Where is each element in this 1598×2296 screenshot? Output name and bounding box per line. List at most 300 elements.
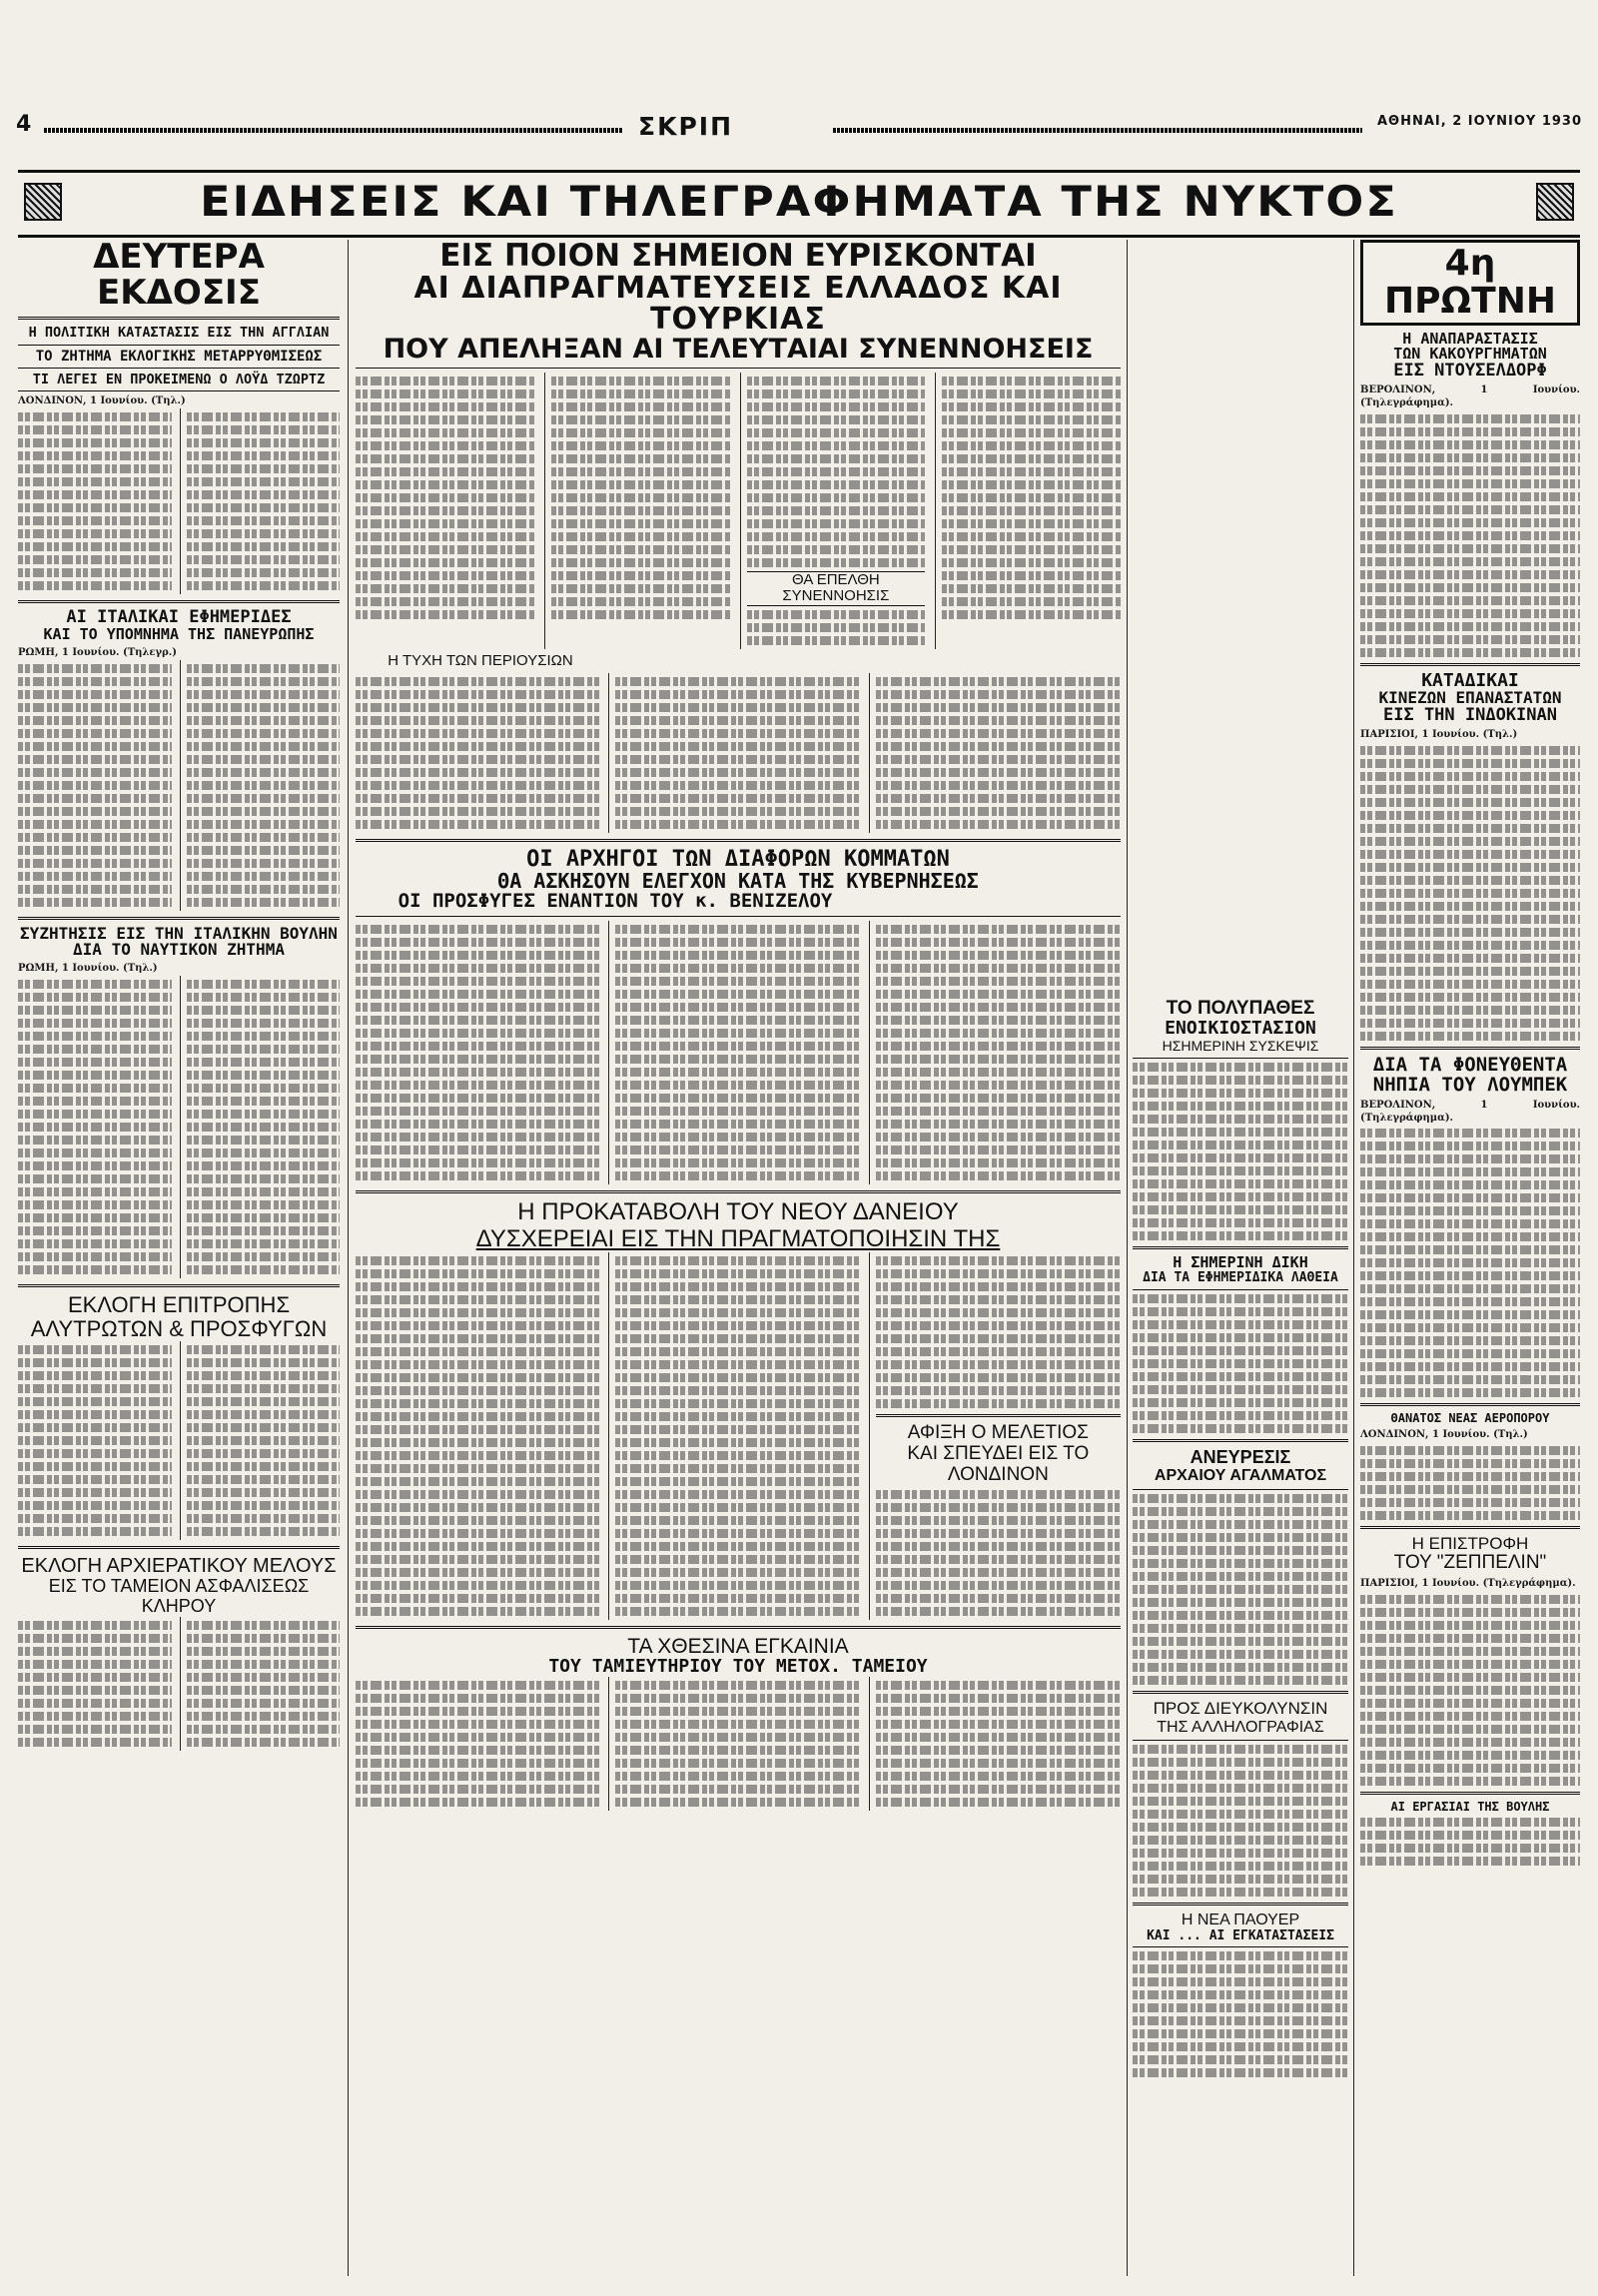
text-line [18, 1358, 172, 1367]
article-body [356, 673, 1121, 833]
text-line [187, 1265, 341, 1274]
headline: ΤΗΣ ΑΛΛΗΛΟΓΡΑΦΙΑΣ [1157, 1718, 1324, 1736]
text-line [18, 438, 172, 447]
article-body [356, 373, 1121, 649]
text-line [18, 1738, 172, 1747]
text-line [615, 742, 860, 751]
text-line [1360, 531, 1580, 540]
text-line [876, 938, 1121, 947]
text-line [876, 755, 1121, 764]
section-banner [18, 170, 1580, 238]
text-line [615, 1269, 860, 1278]
column-left [18, 240, 340, 2276]
text-line [187, 1239, 341, 1248]
text-line [876, 1681, 1121, 1690]
text-line [356, 1029, 600, 1038]
text-line [1133, 1294, 1348, 1303]
text-line [615, 1029, 860, 1038]
text-line [876, 1798, 1121, 1807]
text-line [1360, 967, 1580, 976]
text-line [18, 1371, 172, 1380]
text-line [615, 1081, 860, 1090]
text-line [615, 1386, 860, 1395]
text-line [187, 755, 341, 764]
text-line [356, 1269, 600, 1278]
text-line [187, 412, 341, 421]
text-line [187, 885, 341, 894]
text-line [18, 1475, 172, 1484]
headline: ΕΝΟΙΚΙΟΣΤΑΣΙΟΝ [1165, 1017, 1316, 1039]
text-line [876, 1081, 1121, 1090]
text-line [942, 584, 1121, 593]
text-line [1360, 1472, 1580, 1481]
text-line [18, 1006, 172, 1015]
text-line [747, 610, 926, 619]
text-line [187, 477, 341, 486]
text-line [942, 402, 1121, 411]
text-line [18, 1436, 172, 1445]
headline: Η ΝΕΑ ΠΑΟΥΕΡ [1181, 1912, 1300, 1929]
text-line [1360, 622, 1580, 631]
headline: ΚΑΙ ΤΟ ΥΠΟΜΝΗΜΑ ΤΗΣ ΠΑΝΕΥΡΩΠΗΣ [43, 625, 315, 644]
text-line [18, 516, 172, 525]
text-line [187, 898, 341, 907]
text-line [615, 1146, 860, 1154]
text-line [1360, 759, 1580, 768]
text-line [1133, 1398, 1348, 1407]
text-line [615, 794, 860, 803]
text-line [942, 493, 1121, 502]
text-line [1360, 1498, 1580, 1507]
text-line [18, 1488, 172, 1497]
text-line [356, 519, 534, 528]
text-line [18, 1058, 172, 1067]
text-line [356, 1594, 600, 1603]
text-line [876, 1269, 1121, 1278]
text-line [187, 768, 341, 777]
text-line [876, 1055, 1121, 1064]
text-line [187, 1647, 341, 1656]
text-line [942, 597, 1121, 606]
text-line [1360, 1297, 1580, 1306]
headline: ΟΙ ΑΡΧΗΓΟΙ ΤΩΝ ΔΙΑΦΟΡΩΝ ΚΟΜΜΑΤΩΝ [526, 847, 950, 873]
text-line [356, 1068, 600, 1077]
text-line [1133, 1372, 1348, 1381]
text-line [876, 1399, 1121, 1408]
text-line [356, 1542, 600, 1551]
text-line [876, 1347, 1121, 1356]
article-body [18, 660, 340, 911]
text-line [356, 703, 600, 712]
text-line [615, 1581, 860, 1590]
text-line [1133, 1637, 1348, 1646]
text-line [876, 1016, 1121, 1025]
text-line [615, 1746, 860, 1755]
text-line [876, 1146, 1121, 1154]
text-line [876, 951, 1121, 960]
text-line [18, 1634, 172, 1643]
text-line [18, 729, 172, 738]
text-line [876, 1256, 1121, 1265]
text-line [356, 377, 534, 385]
text-line [187, 1032, 341, 1041]
text-line [18, 1397, 172, 1406]
headline: ΘΑ ΑΣΚΗΣΟΥΝ ΕΛΕΓΧΟΝ ΚΑΤΑ ΤΗΣ ΚΥΒΕΡΝΗΣΕΩΣ [497, 869, 979, 894]
headline: ΔΙΑ ΤΑ ΕΦΗΜΕΡΙΔΙΚΑ ΛΑΘΕΙΑ [1143, 1269, 1338, 1285]
text-line [187, 1621, 341, 1630]
text-line [876, 742, 1121, 751]
text-line [551, 377, 730, 385]
text-line [615, 1425, 860, 1434]
text-line [551, 454, 730, 463]
text-line [1133, 2068, 1348, 2077]
text-line [18, 1410, 172, 1419]
text-line [615, 1529, 860, 1538]
text-line [18, 1423, 172, 1432]
text-line [187, 1384, 341, 1393]
text-line [876, 1529, 1121, 1538]
text-line [356, 1694, 600, 1703]
text-line [18, 781, 172, 790]
headline: ΚΑΙ ... ΑΙ ΕΓΚΑΤΑΣΤΑΣΕΙΣ [1147, 1927, 1334, 1943]
text-line [1133, 1888, 1348, 1897]
text-line [187, 1252, 341, 1261]
text-line [187, 781, 341, 790]
text-line [876, 1720, 1121, 1729]
text-line [615, 1707, 860, 1716]
text-line [1133, 2029, 1348, 2038]
text-line [1360, 570, 1580, 579]
text-line [356, 506, 534, 515]
text-line [18, 581, 172, 590]
headline: Η ΑΝΑΠΑΡΑΣΤΑΣΙΣ [1402, 329, 1538, 348]
text-line [615, 1772, 860, 1781]
text-line [747, 389, 926, 398]
text-line [876, 990, 1121, 999]
text-line [356, 1003, 600, 1012]
text-line [1360, 1818, 1580, 1827]
headline: ΤΟ ΠΟΛΥΠΑΘΕΣ [1166, 999, 1315, 1019]
text-line [876, 690, 1121, 699]
text-line [1360, 1219, 1580, 1228]
text-line [876, 1171, 1121, 1180]
text-line [942, 571, 1121, 580]
text-line [187, 1475, 341, 1484]
text-line [615, 1295, 860, 1304]
headline: 4η ΠΡΩΤΝΗ [1360, 240, 1580, 326]
text-line [615, 677, 860, 686]
text-line [187, 1738, 341, 1747]
text-line [1360, 876, 1580, 885]
text-line [615, 1308, 860, 1317]
text-line [747, 636, 926, 645]
text-line [187, 503, 341, 512]
headline: ΠΟΥ ΑΠΕΛΗΞΑΝ ΑΙ ΤΕΛΕΥΤΑΙΑΙ ΣΥΝΕΝΝΟΗΣΕΙΣ [383, 333, 1094, 365]
text-line [187, 1423, 341, 1432]
page-number: 4 [16, 112, 32, 137]
text-line [876, 1003, 1121, 1012]
text-line [1360, 440, 1580, 449]
text-line [356, 755, 600, 764]
text-line [876, 1308, 1121, 1317]
text-line [18, 703, 172, 712]
text-line [356, 677, 600, 686]
text-line [18, 768, 172, 777]
text-line [18, 980, 172, 989]
masthead-rule-left [44, 128, 623, 133]
text-line [356, 1412, 600, 1421]
text-line [1133, 1797, 1348, 1806]
column-right-inner [1133, 999, 1348, 2276]
text-line [942, 610, 1121, 619]
text-line [942, 532, 1121, 541]
text-line [1133, 1964, 1348, 1973]
text-line [18, 1045, 172, 1054]
headline: ΑΝΕΥΡΕΣΙΣ [1190, 1446, 1291, 1467]
text-line [1133, 1141, 1348, 1149]
text-line [1360, 1725, 1580, 1734]
text-line [1133, 1663, 1348, 1672]
column-right [1360, 240, 1580, 2276]
text-line [356, 925, 600, 934]
article-body [356, 1252, 1121, 1620]
text-line [356, 1798, 600, 1807]
text-line [1133, 1572, 1348, 1581]
text-line [356, 781, 600, 790]
text-line [615, 703, 860, 712]
text-line [876, 1321, 1121, 1330]
text-line [1133, 1089, 1348, 1098]
text-line [551, 441, 730, 450]
text-line [187, 1136, 341, 1145]
text-line [942, 428, 1121, 437]
text-line [1133, 1862, 1348, 1871]
text-line [356, 532, 534, 541]
article-body [18, 1341, 340, 1540]
text-line [187, 742, 341, 751]
text-line [1360, 1258, 1580, 1267]
text-line [615, 1438, 860, 1447]
text-line [187, 820, 341, 829]
headline: ΤΩΝ ΚΑΚΟΥΡΓΗΜΑΤΩΝ [1393, 345, 1547, 364]
text-line [18, 503, 172, 512]
text-line [615, 977, 860, 986]
text-line [1360, 414, 1580, 423]
text-line [356, 597, 534, 606]
text-line [615, 1477, 860, 1486]
headline: ΚΙΝΕΖΩΝ ΕΠΑΝΑΣΤΑΤΩΝ [1378, 688, 1562, 708]
text-line [615, 1607, 860, 1616]
text-line [18, 1265, 172, 1274]
headline: ΑΙ ΕΡΓΑΣΙΑΙ ΤΗΣ ΒΟΥΛΗΣ [1390, 1800, 1550, 1815]
text-line [356, 1321, 600, 1330]
headline: ΕΙΣ ΤΗΝ ΙΝΔΟΚΙΝΑΝ [1383, 705, 1557, 726]
text-line [356, 1477, 600, 1486]
text-line [551, 467, 730, 476]
article-body [356, 921, 1121, 1184]
text-line [1133, 1494, 1348, 1503]
text-line [615, 1016, 860, 1025]
text-line [876, 703, 1121, 712]
text-line [876, 1386, 1121, 1395]
text-line [356, 389, 534, 398]
text-line [187, 1161, 341, 1170]
text-line [187, 1699, 341, 1708]
headline: ΕΙΣ ΤΟ ΤΑΜΕΙΟΝ ΑΣΦΑΛΙΣΕΩΣ ΚΛΗΡΟΥ [48, 1576, 310, 1617]
text-line [615, 1798, 860, 1807]
text-line [876, 1594, 1121, 1603]
headline: ΔΥΣΧΕΡΕΙΑΙ ΕΙΣ ΤΗΝ ΠΡΑΓΜΑΤΟΠΟΙΗΣΙΝ ΤΗΣ [475, 1224, 1001, 1252]
text-line [876, 1607, 1121, 1616]
text-line [187, 464, 341, 473]
text-line [18, 1384, 172, 1393]
banner-title: ΕΙΔΗΣΕΙΣ ΚΑΙ ΤΗΛΕΓΡΑΦΗΜΑΤΑ ΤΗΣ ΝΥΚΤΟΣ [200, 177, 1398, 226]
text-line [18, 664, 172, 673]
text-line [1360, 915, 1580, 924]
text-line [615, 1282, 860, 1291]
text-line [615, 1347, 860, 1356]
text-line [356, 1707, 600, 1716]
text-line [1133, 1333, 1348, 1342]
text-line [1133, 2003, 1348, 2012]
text-line [1360, 1245, 1580, 1254]
text-line [187, 1019, 341, 1028]
text-line [18, 885, 172, 894]
text-line [356, 1373, 600, 1382]
text-line [1360, 993, 1580, 1002]
text-line [876, 1772, 1121, 1781]
text-line [1360, 1446, 1580, 1455]
text-line [187, 677, 341, 686]
text-line [18, 1514, 172, 1523]
text-line [1360, 1180, 1580, 1189]
text-line [747, 454, 926, 463]
text-line [18, 677, 172, 686]
masthead-rule-right [833, 128, 1362, 133]
text-line [551, 389, 730, 398]
text-line [1360, 1485, 1580, 1494]
text-line [615, 1568, 860, 1577]
text-line [1133, 1611, 1348, 1620]
text-line [187, 542, 341, 551]
text-line [18, 1686, 172, 1695]
text-line [876, 1068, 1121, 1077]
text-line [187, 516, 341, 525]
text-line [18, 755, 172, 764]
text-line [1133, 1624, 1348, 1633]
text-line [615, 716, 860, 725]
text-line [551, 545, 730, 554]
text-line [18, 1660, 172, 1669]
text-line [876, 794, 1121, 803]
text-line [1360, 1660, 1580, 1669]
text-line [1133, 1836, 1348, 1845]
text-line [615, 1490, 860, 1499]
text-line [356, 441, 534, 450]
text-line [356, 1503, 600, 1512]
text-line [18, 872, 172, 881]
text-line [615, 1542, 860, 1551]
text-line [615, 729, 860, 738]
text-line [551, 506, 730, 515]
text-line [356, 1733, 600, 1742]
text-line [1133, 1520, 1348, 1529]
text-line [615, 768, 860, 777]
text-line [187, 1187, 341, 1196]
text-line [876, 1042, 1121, 1051]
text-line [876, 820, 1121, 829]
text-line [356, 938, 600, 947]
headline: ΔΙΑ ΤΟ ΝΑΥΤΙΚΟΝ ΖΗΤΗΜΑ [73, 940, 285, 960]
text-line [1360, 1271, 1580, 1280]
text-line [356, 571, 534, 580]
text-line [1133, 1205, 1348, 1214]
text-line [356, 977, 600, 986]
text-line [356, 415, 534, 424]
text-line [187, 1725, 341, 1734]
subheadline: Η ΤΥΧΗ ΤΩΝ ΠΕΡΙΟΥΣΙΩΝ [388, 651, 573, 669]
text-line [356, 1107, 600, 1116]
text-line [615, 1158, 860, 1167]
text-line [187, 529, 341, 538]
text-line [1360, 466, 1580, 475]
text-line [615, 1464, 860, 1473]
text-line [1360, 1310, 1580, 1319]
text-line [1360, 837, 1580, 846]
text-line [1360, 583, 1580, 592]
text-line [747, 493, 926, 502]
text-line [187, 664, 341, 673]
text-line [356, 610, 534, 619]
text-line [187, 716, 341, 725]
text-line [18, 542, 172, 551]
text-line [615, 1068, 860, 1077]
ornament-icon [1536, 183, 1574, 221]
dateline-text: ΛΟΝΔΙΝΟΝ, 1 Ιουνίου. (Τηλ.) [18, 395, 186, 407]
text-line [187, 833, 341, 842]
text-line [1360, 1621, 1580, 1630]
text-line [876, 1373, 1121, 1382]
column-rule [1127, 240, 1128, 2276]
text-line [1133, 1676, 1348, 1685]
text-line [1133, 1424, 1348, 1433]
headline: ΑΛΥΤΡΩΤΩΝ & ΠΡΟΣΦΥΓΩΝ [30, 1316, 328, 1342]
text-line [356, 1529, 600, 1538]
text-line [18, 1136, 172, 1145]
text-line [747, 558, 926, 567]
headline: ΤΟ ΖΗΤΗΜΑ ΕΚΛΟΓΙΚΗΣ ΜΕΤΑΡΡΥΘΜΙΣΕΩΣ [35, 348, 323, 365]
text-line [187, 1045, 341, 1054]
text-line [1133, 1598, 1348, 1607]
headline: ΠΡΟΣ ΔΙΕΥΚΟΛΥΝΣΙΝ [1153, 1698, 1328, 1718]
text-line [551, 532, 730, 541]
text-line [18, 464, 172, 473]
text-line [1133, 1346, 1348, 1355]
text-line [1360, 928, 1580, 937]
text-line [1360, 1032, 1580, 1041]
text-line [615, 938, 860, 947]
text-line [18, 1699, 172, 1708]
text-line [1133, 2016, 1348, 2025]
masthead [14, 112, 1584, 141]
text-line [1360, 1831, 1580, 1840]
text-line [1360, 557, 1580, 566]
text-line [356, 558, 534, 567]
headline: ΤΟΥ "ΖΕΠΠΕΛΙΝ" [1393, 1552, 1547, 1574]
headline: ΑΦΙΞΗ Ο ΜΕΛΕΤΙΟΣ [907, 1422, 1089, 1444]
text-line [747, 441, 926, 450]
text-line [356, 1295, 600, 1304]
